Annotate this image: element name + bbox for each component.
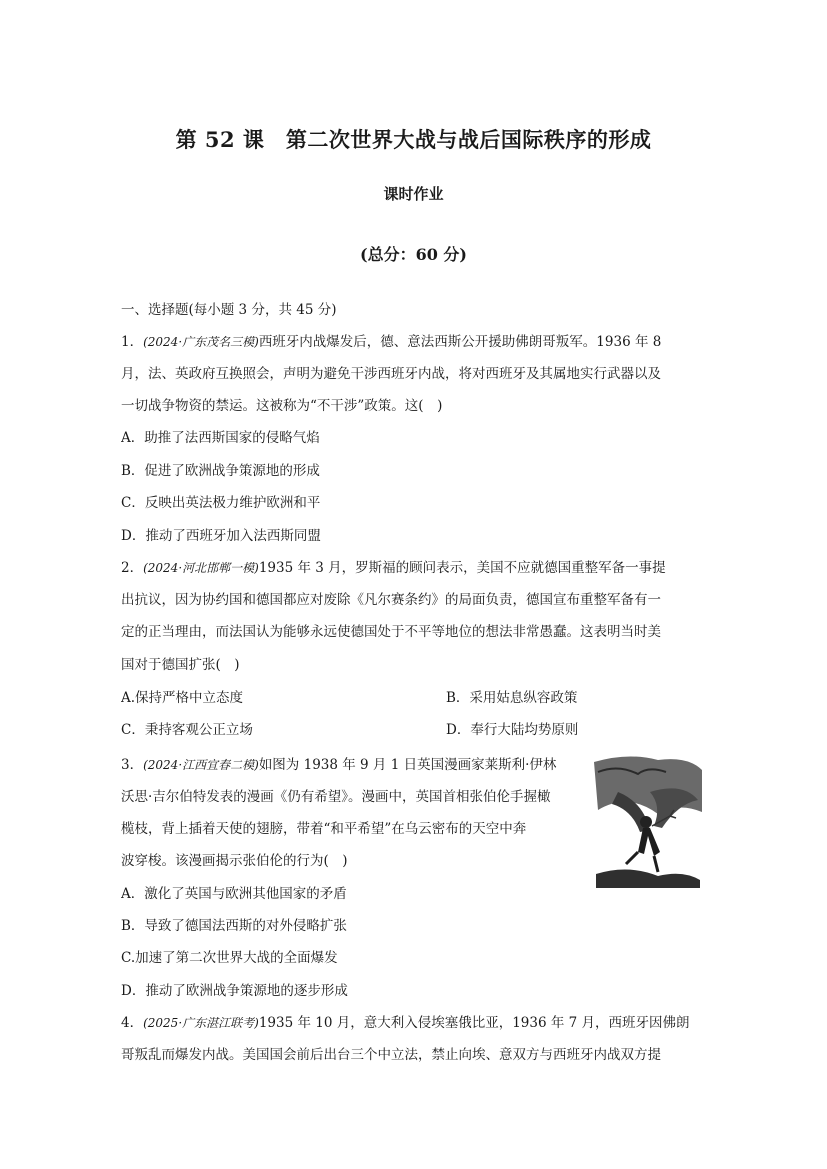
q1-option-c: C．反映出英法极力维护欧洲和平: [121, 495, 321, 511]
total-score: (总分：60 分): [360, 245, 467, 264]
question-4-line-1: [121, 1013, 707, 1033]
figure-head: [640, 816, 652, 828]
question-2-line-3: 定的正当理由，而法国认为能够永远使德国处于不平等地位的想法非常愚蠢。这表明当时美: [121, 624, 661, 640]
question-1-line-2: 月，法、英政府互换照会，声明为避免干涉西班牙内战，将对西班牙及其属地实行武器以及: [121, 366, 661, 382]
question-source: (2024·河北邯郸一模): [143, 561, 259, 575]
question-2-line-2: 出抗议，因为协约国和德国都应对废除《凡尔赛条约》的局面负责，德国宣布重整军备有一: [121, 592, 661, 608]
question-2-line-4: 国对于德国扩张( ): [121, 657, 240, 673]
page-subtitle: 课时作业: [383, 185, 444, 203]
question-number: 4．: [121, 1015, 144, 1031]
q3-option-b: B．导致了德国法西斯的对外侵略扩张: [121, 918, 347, 934]
question-3-line-2: 沃思·吉尔伯特发表的漫画《仍有希望》。漫画中，英国首相张伯伦手握橄: [121, 789, 551, 805]
question-number: 2．: [121, 560, 144, 576]
question-source: (2025·广东湛江联考): [143, 1016, 259, 1030]
page-title: 第 52 课 第二次世界大战与战后国际秩序的形成: [175, 127, 652, 152]
question-3-line-3: 榄枝，背上插着天使的翅膀，带着“和平希望”在乌云密布的天空中奔: [121, 821, 527, 837]
q1-option-a: A．助推了法西斯国家的侵略气焰: [121, 430, 320, 446]
question-4-line-2: 哥叛乱而爆发内战。美国国会前后出台三个中立法，禁止向埃、意双方与西班牙内战双方提: [121, 1047, 661, 1063]
q2-option-b: B．采用姑息纵容政策: [446, 690, 578, 706]
question-number: 3．: [121, 757, 144, 773]
question-3-line-1: [121, 755, 577, 775]
question-text: 西班牙内战爆发后，德、意法西斯公开援助佛朗哥叛军。1936 年 8: [258, 334, 662, 350]
cartoon-image: [588, 752, 706, 892]
q3-option-d: D．推动了欧洲战争策源地的逐步形成: [121, 983, 348, 999]
question-source: (2024·广东茂名三模): [143, 335, 259, 349]
question-text: 1935 年 10 月，意大利入侵埃塞俄比亚，1936 年 7 月，西班牙因佛朗: [258, 1015, 690, 1031]
question-source: (2024·江西宜春二模): [143, 758, 259, 772]
question-text: 如图为 1938 年 9 月 1 日英国漫画家莱斯利·伊林: [258, 757, 557, 773]
question-number: 1．: [121, 334, 144, 350]
q2-option-a: A.保持严格中立态度: [121, 690, 244, 706]
q2-option-c: C．秉持客观公正立场: [121, 722, 253, 738]
question-1-line-3: 一切战争物资的禁运。这被称为“不干涉”政策。这( ): [121, 398, 443, 414]
question-2-line-1: [121, 558, 707, 578]
question-text: 1935 年 3 月，罗斯福的顾问表示，美国不应就德国重整军备一事提: [258, 560, 666, 576]
q3-option-c: C.加速了第二次世界大战的全面爆发: [121, 950, 338, 966]
q1-option-b: B．促进了欧洲战争策源地的形成: [121, 463, 320, 479]
q2-option-d: D．奉行大陆均势原则: [446, 722, 579, 738]
question-3-line-4: 波穿梭。该漫画揭示张伯伦的行为( ): [121, 853, 348, 869]
question-1-line-1: [121, 332, 707, 352]
section-heading: 一、选择题(每小题 3 分，共 45 分): [121, 302, 337, 318]
q1-option-d: D．推动了西班牙加入法西斯同盟: [121, 528, 321, 544]
q3-option-a: A．激化了英国与欧洲其他国家的矛盾: [121, 886, 347, 902]
